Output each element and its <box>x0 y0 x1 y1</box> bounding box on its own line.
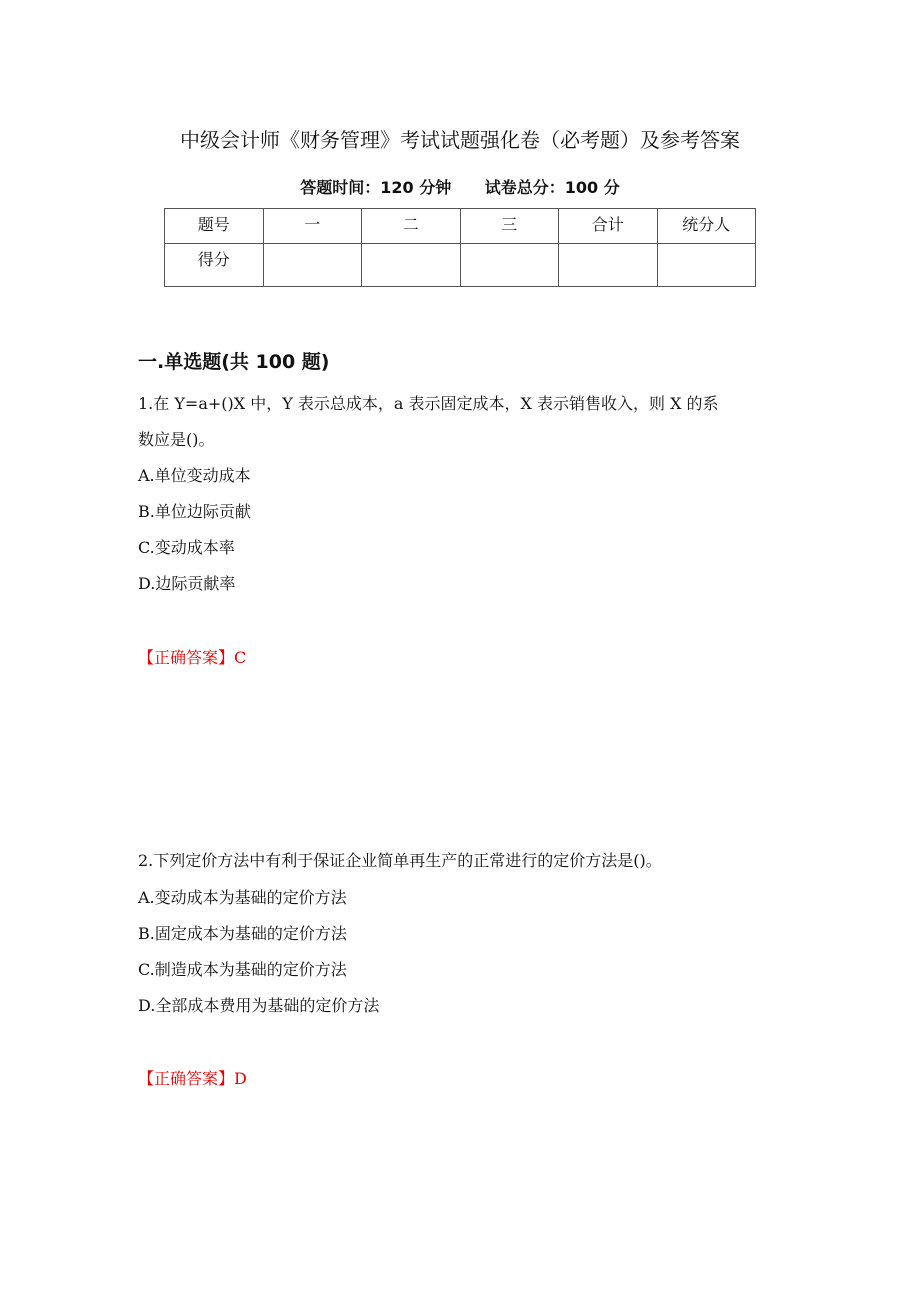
question-2-option-b: B.固定成本为基础的定价方法 <box>138 924 347 943</box>
question-1-option-b: B.单位边际贡献 <box>138 502 251 521</box>
score-table-header: 题号 <box>165 209 264 244</box>
score-table-header: 统分人 <box>657 209 756 244</box>
score-cell <box>263 244 362 287</box>
question-1-stem-cont: 数应是()。 <box>138 430 215 449</box>
document-title: 中级会计师《财务管理》考试试题强化卷（必考题）及参考答案 <box>180 128 740 152</box>
score-table <box>164 208 756 287</box>
question-2-option-d: D.全部成本费用为基础的定价方法 <box>138 996 380 1015</box>
section-heading: 一.单选题(共 100 题) <box>138 351 330 373</box>
question-1-option-a: A.单位变动成本 <box>138 466 251 485</box>
question-2-stem: 2.下列定价方法中有利于保证企业简单再生产的正常进行的定价方法是()。 <box>138 851 662 870</box>
question-1-option-c: C.变动成本率 <box>138 538 235 557</box>
score-table-header: 二 <box>362 209 461 244</box>
score-cell <box>559 244 658 287</box>
score-table-header: 三 <box>460 209 559 244</box>
score-cell <box>460 244 559 287</box>
question-1-answer: 【正确答案】C <box>138 648 247 667</box>
question-1-option-d: D.边际贡献率 <box>138 574 236 593</box>
score-table-header: 合计 <box>559 209 658 244</box>
score-table-header: 一 <box>263 209 362 244</box>
exam-total-score: 试卷总分：100 分 <box>484 178 620 197</box>
score-cell <box>362 244 461 287</box>
question-1-stem: 1.在 Y=a+()X 中，Y 表示总成本，a 表示固定成本，X 表示销售收入，则 X 的系 <box>138 394 719 413</box>
score-row-label: 得分 <box>165 244 264 287</box>
exam-info <box>0 175 920 198</box>
exam-time: 答题时间：120 分钟 <box>300 178 452 197</box>
score-cell <box>657 244 756 287</box>
question-2-option-a: A.变动成本为基础的定价方法 <box>138 888 347 907</box>
question-2-option-c: C.制造成本为基础的定价方法 <box>138 960 347 979</box>
question-2-answer: 【正确答案】D <box>138 1069 247 1088</box>
